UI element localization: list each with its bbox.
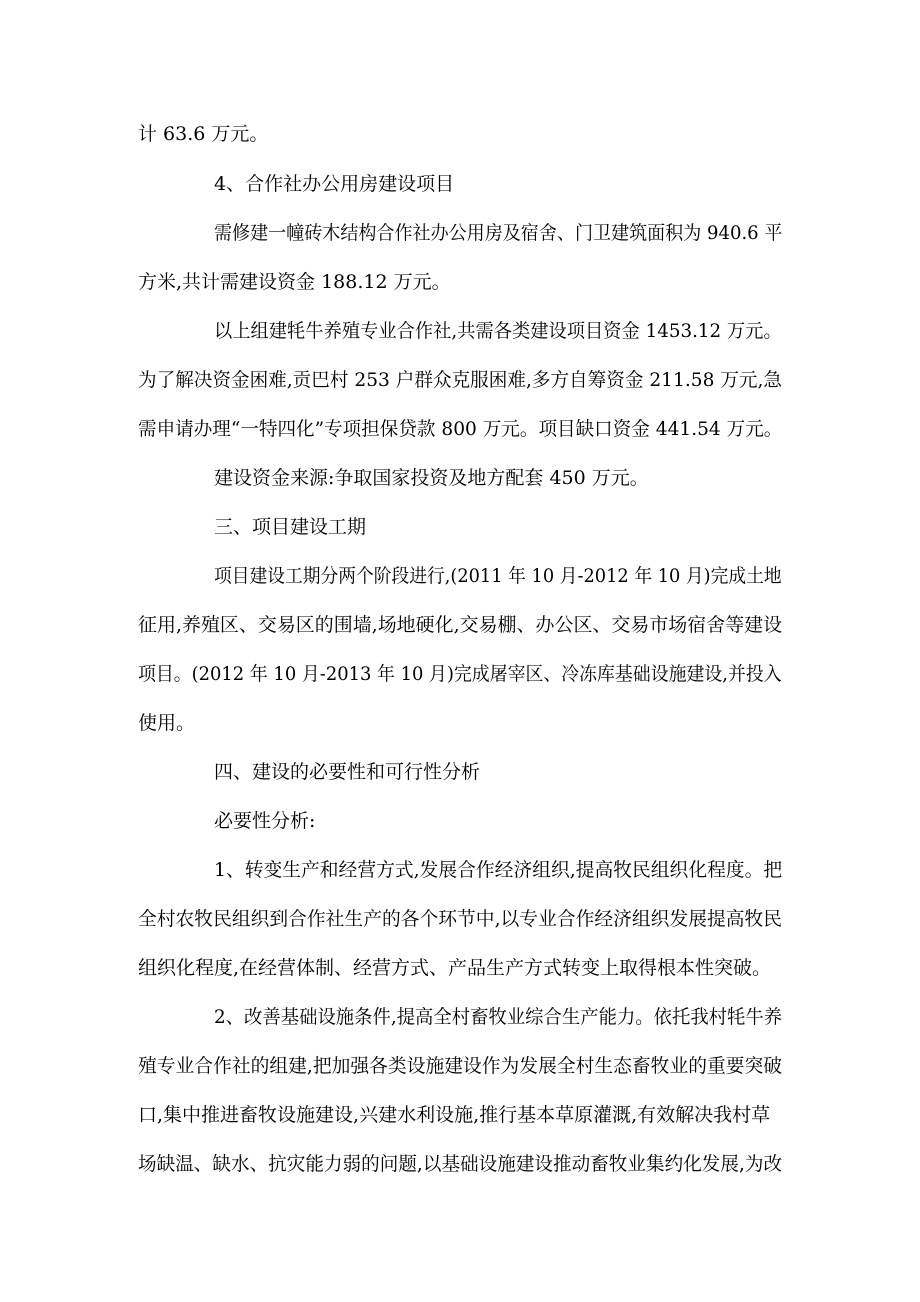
line-text: 四、建设的必要性和可行性分析	[214, 761, 481, 783]
line-text: 全村农牧民组织到合作社生产的各个环节中,以专业合作经济组织发展提高牧民	[138, 908, 783, 930]
subheading	[0, 801, 920, 841]
line-text: 殖专业合作社的组建,把加强各类设施建设作为发展全村生态畜牧业的重要突破	[138, 1055, 783, 1077]
text-line	[0, 213, 920, 253]
text-line	[0, 262, 920, 302]
text-line	[0, 703, 920, 743]
line-text: 项目。(2012 年 10 月-2013 年 10 月)完成屠宰区、冷冻库基础设施建设,并投入	[138, 663, 782, 685]
text-line	[0, 360, 920, 400]
line-text: 场缺温、缺水、抗灾能力弱的问题,以基础设施建设推动畜牧业集约化发展,为改	[138, 1153, 783, 1175]
line-text: 以上组建牦牛养殖专业合作社,共需各类建设项目资金 1453.12 万元。	[214, 320, 782, 342]
line-text: 1、转变生产和经营方式,发展合作经济组织,提高牧民组织化程度。把	[214, 859, 783, 881]
text-line	[0, 850, 920, 890]
text-line	[0, 654, 920, 694]
line-text: 三、项目建设工期	[214, 516, 367, 538]
text-line	[0, 997, 920, 1037]
section-heading	[0, 164, 920, 204]
section-heading	[0, 507, 920, 547]
text-line	[0, 114, 920, 154]
text-line	[0, 556, 920, 596]
line-text: 建设资金来源:争取国家投资及地方配套 450 万元。	[214, 467, 649, 489]
text-line	[0, 409, 920, 449]
line-text: 4、合作社办公用房建设项目	[214, 173, 455, 195]
line-text: 需申请办理“一特四化”专项担保贷款 800 万元。项目缺口资金 441.54 万元。	[138, 418, 783, 440]
line-text: 组织化程度,在经营体制、经营方式、产品生产方式转变上取得根本性突破。	[138, 957, 772, 979]
text-line	[0, 1144, 920, 1184]
text-line	[0, 1046, 920, 1086]
section-heading	[0, 752, 920, 792]
line-text: 项目建设工期分两个阶段进行,(2011 年 10 月-2012 年 10 月)完成土地	[214, 565, 782, 587]
text-line	[0, 311, 920, 351]
text-line	[0, 1095, 920, 1135]
line-text: 需修建一幢砖木结构合作社办公用房及宿舍、门卫建筑面积为 940.6 平	[214, 222, 783, 244]
line-text: 口,集中推进畜牧设施建设,兴建水利设施,推行基本草原灌溉,有效解决我村草	[138, 1104, 771, 1126]
line-text: 方米,共计需建设资金 188.12 万元。	[138, 271, 451, 293]
text-line	[0, 899, 920, 939]
text-line	[0, 605, 920, 645]
text-line	[0, 948, 920, 988]
text-line	[0, 458, 920, 498]
line-text: 计 63.6 万元。	[138, 123, 269, 145]
line-text: 征用,养殖区、交易区的围墙,场地硬化,交易棚、办公区、交易市场宿舍等建设	[138, 614, 783, 636]
line-text: 2、改善基础设施条件,提高全村畜牧业综合生产能力。依托我村牦牛养	[214, 1006, 783, 1028]
line-text: 为了解决资金困难,贡巴村 253 户群众克服困难,多方自筹资金 211.58 万元,急	[138, 369, 783, 391]
line-text: 必要性分析:	[214, 810, 316, 832]
line-text: 使用。	[138, 712, 196, 734]
